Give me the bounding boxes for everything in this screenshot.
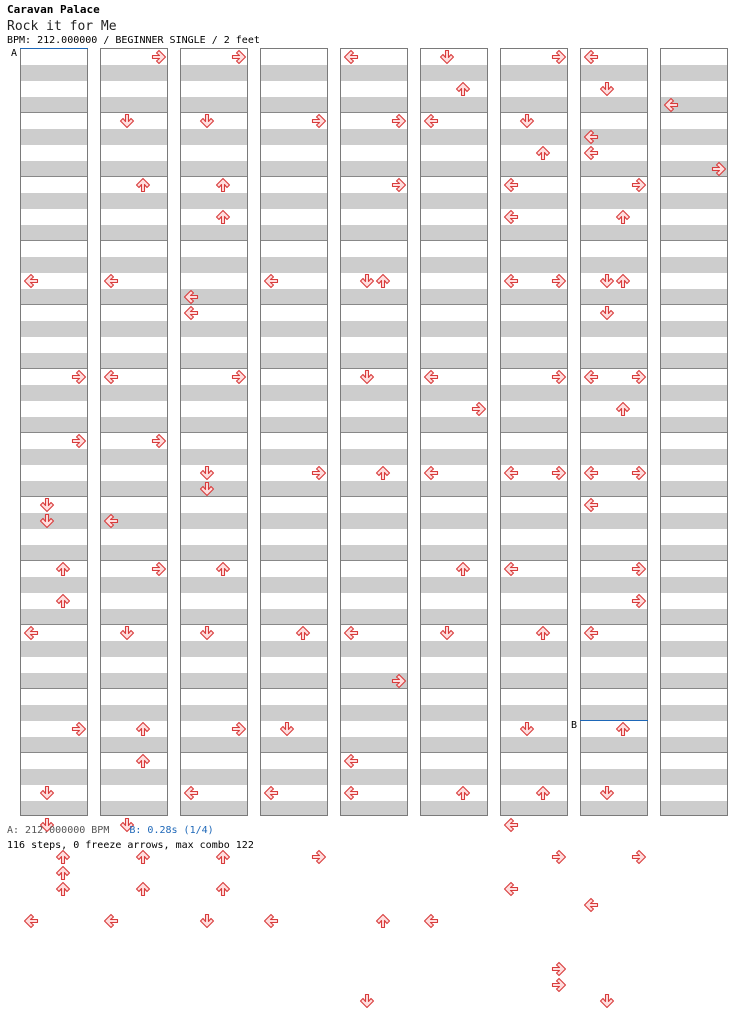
measure-line [501, 752, 567, 753]
chart-column-6 [420, 48, 488, 816]
measure-line [341, 432, 407, 433]
chart-column-2 [100, 48, 168, 816]
arrow-up-icon [615, 209, 631, 225]
arrow-left-icon [103, 513, 119, 529]
arrow-right-icon [71, 433, 87, 449]
measure-line [661, 432, 727, 433]
arrow-up-icon [375, 273, 391, 289]
arrow-right-icon [551, 273, 567, 289]
measure-line [101, 240, 167, 241]
arrow-right-icon [231, 369, 247, 385]
artist-name: Caravan Palace [7, 3, 100, 16]
measure-line [341, 304, 407, 305]
measure-line [581, 752, 647, 753]
arrow-up-icon [535, 625, 551, 641]
arrow-up-icon [455, 561, 471, 577]
chart-stats: 116 steps, 0 freeze arrows, max combo 122 [7, 840, 254, 851]
chart-column-1 [20, 48, 88, 816]
arrow-up-icon [615, 721, 631, 737]
arrow-left-icon [583, 465, 599, 481]
arrow-left-icon [423, 369, 439, 385]
arrow-down-icon [599, 993, 615, 1009]
arrow-left-icon [103, 913, 119, 929]
arrow-right-icon [231, 49, 247, 65]
measure-line [421, 304, 487, 305]
arrow-left-icon [263, 785, 279, 801]
arrow-right-icon [551, 465, 567, 481]
arrow-left-icon [263, 273, 279, 289]
measure-line [421, 688, 487, 689]
arrow-left-icon [23, 625, 39, 641]
stop-label: B: 0.28s (1/4) [129, 825, 214, 836]
arrow-up-icon [135, 849, 151, 865]
arrow-down-icon [199, 465, 215, 481]
chart-column-9 [660, 48, 728, 816]
arrow-left-icon [423, 113, 439, 129]
measure-line [261, 752, 327, 753]
arrow-up-icon [55, 849, 71, 865]
arrow-up-icon [215, 209, 231, 225]
arrow-left-icon [583, 625, 599, 641]
arrow-right-icon [71, 721, 87, 737]
arrow-left-icon [503, 177, 519, 193]
arrow-right-icon [551, 961, 567, 977]
arrow-right-icon [391, 113, 407, 129]
arrow-left-icon [423, 913, 439, 929]
measure-line [661, 496, 727, 497]
arrow-down-icon [279, 721, 295, 737]
arrow-right-icon [631, 593, 647, 609]
arrow-up-icon [55, 593, 71, 609]
arrow-left-icon [583, 145, 599, 161]
chart-info: BPM: 212.000000 / BEGINNER SINGLE / 2 feet [7, 35, 260, 46]
measure-line [181, 688, 247, 689]
arrow-down-icon [359, 993, 375, 1009]
measure-line [581, 432, 647, 433]
arrow-down-icon [39, 513, 55, 529]
measure-line [101, 496, 167, 497]
arrow-down-icon [519, 113, 535, 129]
measure-line [181, 432, 247, 433]
measure-line [181, 560, 247, 561]
arrow-right-icon [711, 161, 727, 177]
measure-line [261, 560, 327, 561]
measure-line [501, 624, 567, 625]
arrow-right-icon [151, 49, 167, 65]
bpm-label: A: 212.000000 BPM [7, 825, 110, 836]
arrow-left-icon [503, 273, 519, 289]
arrow-right-icon [631, 369, 647, 385]
song-title: Rock it for Me [7, 19, 117, 34]
arrow-left-icon [503, 561, 519, 577]
marker-label: A [11, 48, 18, 59]
arrow-left-icon [343, 49, 359, 65]
arrow-down-icon [39, 785, 55, 801]
measure-line [421, 560, 487, 561]
arrow-down-icon [359, 273, 375, 289]
arrow-left-icon [583, 129, 599, 145]
chart-column-8 [580, 48, 648, 816]
arrow-left-icon [583, 49, 599, 65]
arrow-down-icon [199, 113, 215, 129]
arrow-left-icon [343, 753, 359, 769]
arrow-up-icon [55, 561, 71, 577]
measure-line [21, 688, 87, 689]
measure-line [501, 432, 567, 433]
chart-column-3 [180, 48, 248, 816]
arrow-up-icon [135, 881, 151, 897]
arrow-up-icon [615, 401, 631, 417]
arrow-down-icon [359, 369, 375, 385]
measure-line [181, 176, 247, 177]
arrow-left-icon [183, 305, 199, 321]
arrow-right-icon [631, 177, 647, 193]
marker-label: B [571, 720, 578, 731]
arrow-right-icon [151, 561, 167, 577]
measure-line [341, 496, 407, 497]
arrow-left-icon [23, 913, 39, 929]
measure-line [101, 304, 167, 305]
arrow-right-icon [551, 49, 567, 65]
bpm-legend [7, 825, 214, 836]
arrow-right-icon [631, 849, 647, 865]
measure-line [661, 560, 727, 561]
arrow-up-icon [135, 721, 151, 737]
arrow-left-icon [183, 289, 199, 305]
measure-line [261, 688, 327, 689]
measure-line [661, 368, 727, 369]
arrow-left-icon [503, 881, 519, 897]
measure-line [421, 752, 487, 753]
measure-line [21, 176, 87, 177]
arrow-up-icon [215, 561, 231, 577]
measure-line [501, 240, 567, 241]
measure-line [181, 240, 247, 241]
arrow-right-icon [391, 177, 407, 193]
arrow-right-icon [231, 721, 247, 737]
marker-line [580, 720, 648, 721]
arrow-left-icon [183, 785, 199, 801]
arrow-up-icon [615, 273, 631, 289]
arrow-left-icon [103, 273, 119, 289]
measure-line [501, 496, 567, 497]
arrow-up-icon [375, 465, 391, 481]
arrow-up-icon [215, 849, 231, 865]
arrow-right-icon [551, 977, 567, 993]
arrow-left-icon [663, 97, 679, 113]
measure-line [261, 624, 327, 625]
measure-line [261, 432, 327, 433]
arrow-down-icon [439, 49, 455, 65]
arrow-up-icon [215, 177, 231, 193]
measure-line [421, 240, 487, 241]
measure-line [261, 176, 327, 177]
measure-line [661, 240, 727, 241]
arrow-up-icon [295, 625, 311, 641]
arrow-left-icon [263, 913, 279, 929]
arrow-down-icon [599, 273, 615, 289]
arrow-up-icon [535, 785, 551, 801]
arrow-down-icon [199, 625, 215, 641]
measure-line [341, 240, 407, 241]
measure-line [261, 304, 327, 305]
arrow-down-icon [119, 625, 135, 641]
chart-column-7 [500, 48, 568, 816]
arrow-right-icon [311, 849, 327, 865]
arrow-left-icon [583, 497, 599, 513]
measure-line [501, 304, 567, 305]
measure-line [261, 496, 327, 497]
arrow-right-icon [151, 433, 167, 449]
arrow-right-icon [311, 465, 327, 481]
arrow-down-icon [119, 113, 135, 129]
arrow-right-icon [631, 465, 647, 481]
measure-line [661, 688, 727, 689]
measure-line [261, 368, 327, 369]
arrow-left-icon [423, 465, 439, 481]
measure-line [21, 304, 87, 305]
measure-line [421, 496, 487, 497]
arrow-up-icon [55, 881, 71, 897]
arrow-down-icon [599, 81, 615, 97]
measure-line [101, 688, 167, 689]
arrow-right-icon [551, 369, 567, 385]
measure-line [21, 112, 87, 113]
measure-line [421, 176, 487, 177]
measure-line [341, 560, 407, 561]
measure-line [101, 752, 167, 753]
measure-line [261, 240, 327, 241]
measure-line [661, 624, 727, 625]
measure-line [181, 752, 247, 753]
arrow-left-icon [343, 625, 359, 641]
arrow-down-icon [199, 913, 215, 929]
arrow-right-icon [551, 849, 567, 865]
arrow-right-icon [391, 673, 407, 689]
arrow-left-icon [503, 465, 519, 481]
measure-line [101, 176, 167, 177]
arrow-down-icon [39, 497, 55, 513]
arrow-right-icon [631, 561, 647, 577]
arrow-down-icon [599, 785, 615, 801]
chart-column-4 [260, 48, 328, 816]
measure-line [501, 688, 567, 689]
arrow-left-icon [103, 369, 119, 385]
arrow-up-icon [215, 881, 231, 897]
arrow-down-icon [199, 481, 215, 497]
arrow-left-icon [583, 369, 599, 385]
arrow-up-icon [135, 177, 151, 193]
measure-line [581, 688, 647, 689]
measure-line [581, 112, 647, 113]
arrow-right-icon [311, 113, 327, 129]
measure-line [661, 752, 727, 753]
arrow-up-icon [455, 81, 471, 97]
arrow-left-icon [583, 897, 599, 913]
arrow-down-icon [519, 721, 535, 737]
arrow-up-icon [55, 865, 71, 881]
marker-line [20, 48, 88, 49]
arrow-up-icon [375, 913, 391, 929]
arrow-up-icon [535, 145, 551, 161]
measure-line [21, 240, 87, 241]
chart-column-5 [340, 48, 408, 816]
arrow-up-icon [135, 753, 151, 769]
measure-line [421, 432, 487, 433]
arrow-up-icon [455, 785, 471, 801]
arrow-down-icon [439, 625, 455, 641]
arrow-left-icon [343, 785, 359, 801]
measure-line [661, 304, 727, 305]
arrow-right-icon [71, 369, 87, 385]
measure-line [581, 240, 647, 241]
measure-line [21, 560, 87, 561]
arrow-left-icon [503, 209, 519, 225]
arrow-right-icon [471, 401, 487, 417]
measure-line [21, 752, 87, 753]
arrow-left-icon [503, 817, 519, 833]
arrow-left-icon [23, 273, 39, 289]
arrow-down-icon [599, 305, 615, 321]
